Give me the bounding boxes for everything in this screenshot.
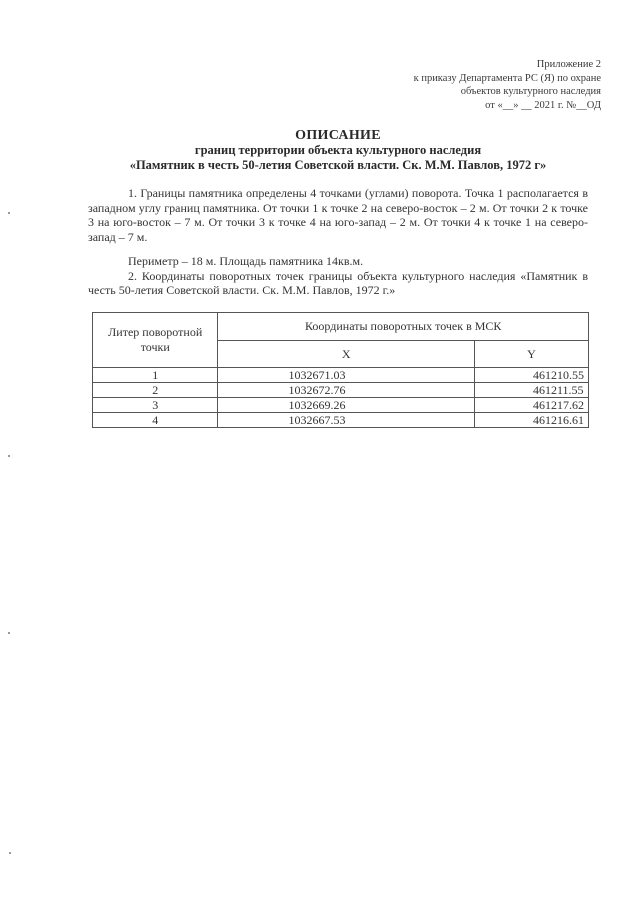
document-subtitle-1: границ территории объекта культурного наследия	[194, 143, 482, 157]
coordinates-intro-paragraph: 2. Координаты поворотных точек границы объекта культурного наследия «Памятник в честь 50-летия Советской власти. Ск. М.М. Павлов, 1972 г.»	[88, 268, 588, 297]
document-title: ОПИСАНИЕ	[295, 128, 381, 143]
header-point-letter: Литер поворотной точки	[93, 313, 218, 368]
appendix-line-1: Приложение 2	[536, 59, 601, 70]
appendix-line-3: объектов культурного наследия	[460, 86, 601, 97]
scan-speck	[8, 212, 10, 214]
cell-point: 3	[93, 398, 218, 413]
appendix-line-2: к приказу Департамента РС (Я) по охране	[413, 72, 601, 84]
appendix-line-4: от «__» __ 2021 г. №__ОД	[485, 99, 601, 111]
cell-x: 1032669.26	[218, 398, 475, 413]
scan-speck	[8, 455, 10, 457]
header-y: Y	[475, 341, 589, 368]
cell-x: 1032667.53	[218, 413, 475, 428]
coordinates-table	[92, 312, 589, 428]
document-heading	[90, 128, 586, 173]
document-subtitle-2: «Памятник в честь 50-летия Советской власти. Ск. М.М. Павлов, 1972 г»	[129, 158, 547, 172]
appendix-note	[414, 58, 601, 112]
cell-point: 1	[93, 368, 218, 383]
table-row	[93, 383, 589, 398]
cell-y: 461217.62	[475, 398, 589, 413]
cell-y: 461210.55	[475, 368, 589, 383]
cell-point: 4	[93, 413, 218, 428]
cell-point: 2	[93, 383, 218, 398]
table-row	[93, 368, 589, 383]
cell-x: 1032672.76	[218, 383, 475, 398]
scan-speck	[8, 632, 10, 634]
perimeter-area-paragraph: Периметр – 18 м. Площадь памятника 14кв.м.	[128, 254, 364, 268]
boundary-description-paragraph: 1. Границы памятника определены 4 точками (углами) поворота. Точка 1 располагается в западном углу границ памятника. От точки 1 к точке 2 на северо-восток – 2 м. От точки 2 к точке 3 на юго-восток – 7 м. От точки 3 к точке 4 на юго-запад – 2 м. От точки 4 к точке 1 на северо-запад – 7 м.	[88, 186, 588, 244]
document-body	[88, 186, 588, 298]
table-row	[93, 413, 589, 428]
header-coordinates: Координаты поворотных точек в МСК	[218, 313, 589, 341]
cell-y: 461211.55	[475, 383, 589, 398]
table-row	[93, 398, 589, 413]
cell-y: 461216.61	[475, 413, 589, 428]
cell-x: 1032671.03	[218, 368, 475, 383]
header-x: X	[218, 341, 475, 368]
scan-speck	[9, 852, 11, 854]
